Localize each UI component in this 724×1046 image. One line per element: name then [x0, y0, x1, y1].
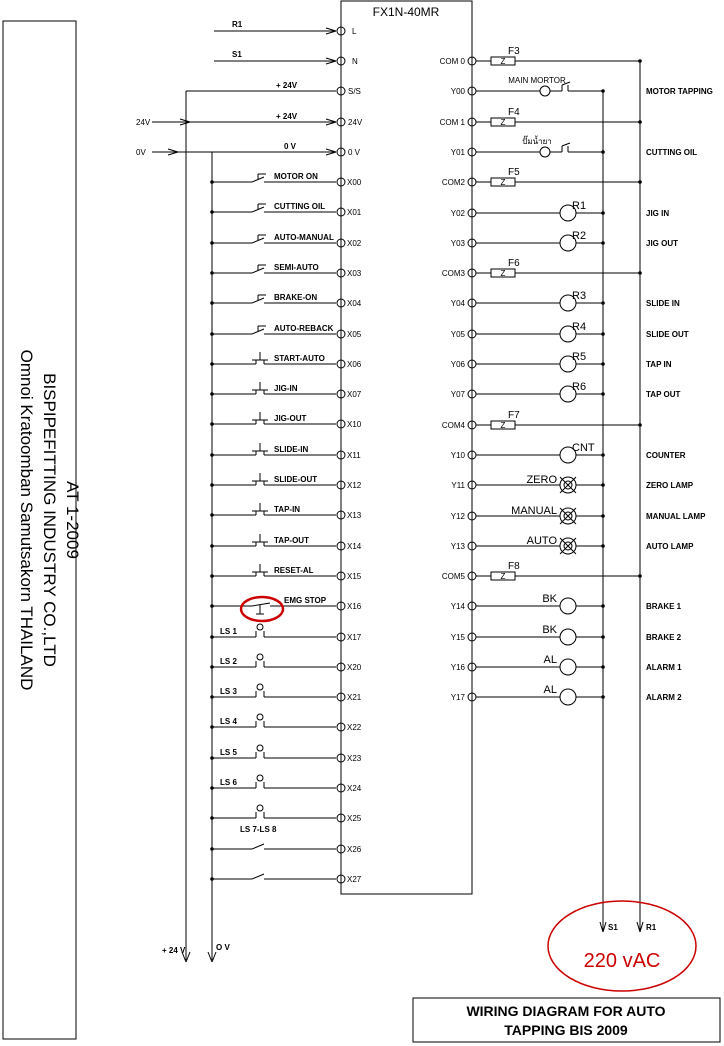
input-row — [210, 745, 362, 763]
title-line2: TAPPING BIS 2009 — [504, 1022, 628, 1038]
title-block — [413, 998, 720, 1042]
limit-switch-icon — [245, 624, 264, 637]
output-row — [451, 76, 713, 96]
junction-dot — [601, 301, 605, 305]
output-pin: COM3 — [441, 269, 465, 278]
side-label-line3: Omnoi Kratoomban Samutsakorn THAILAND — [17, 349, 36, 691]
junction-dot — [210, 301, 214, 305]
fuse-icon — [491, 118, 515, 127]
device-label: AL — [543, 654, 557, 666]
bottom-labels — [162, 901, 696, 991]
fuse-mark: Z — [500, 57, 506, 66]
junction-dot — [210, 271, 214, 275]
power-source-24v: 24V — [136, 118, 151, 127]
fuse-icon — [491, 421, 515, 430]
junction-dot — [210, 392, 214, 396]
output-label: ZERO LAMP — [646, 481, 694, 490]
input-row — [210, 805, 362, 834]
bottom-s1: S1 — [608, 923, 618, 932]
junction-dot — [601, 544, 605, 548]
power-wire-24v-ss: + 24V — [276, 81, 298, 90]
input-row — [210, 874, 362, 884]
device-label: BK — [542, 593, 557, 605]
limit-switch-icon — [245, 745, 264, 758]
input-pin: X21 — [347, 693, 362, 702]
output-pin: Y02 — [450, 209, 465, 218]
output-row — [451, 230, 678, 251]
output-pin: COM4 — [441, 421, 465, 430]
pin-N: N — [352, 57, 358, 66]
input-row — [210, 233, 362, 248]
junction-dot — [210, 725, 214, 729]
input-label: START-AUTO — [274, 354, 325, 363]
limit-switch-icon — [245, 654, 264, 667]
junction-dot — [210, 453, 214, 457]
pushbutton-icon — [245, 564, 268, 576]
junction-dot — [210, 756, 214, 760]
junction-dot — [210, 483, 214, 487]
output-pin: Y04 — [450, 299, 465, 308]
coil-icon — [560, 659, 576, 675]
fuse-mark: Z — [500, 572, 506, 581]
device-label: R6 — [572, 381, 587, 393]
contact-icon — [245, 874, 270, 879]
coil-icon — [560, 689, 576, 705]
output-pin: Y03 — [450, 239, 465, 248]
output-label: COUNTER — [646, 451, 686, 460]
output-row — [451, 135, 697, 157]
pushbutton-icon — [245, 443, 268, 455]
fuse-label: F7 — [508, 410, 520, 421]
bottom-r1: R1 — [646, 923, 657, 932]
pushbutton-icon — [245, 382, 268, 394]
junction-dot — [601, 665, 605, 669]
device-label: AUTO — [526, 535, 557, 547]
junction-dot — [601, 514, 605, 518]
input-row — [210, 382, 362, 399]
side-label-line1: AT 1-2009 — [63, 481, 82, 559]
input-row — [210, 324, 362, 339]
output-label: ALARM 1 — [646, 663, 682, 672]
output-pin: Y10 — [450, 451, 465, 460]
pin-SS: S/S — [348, 87, 361, 96]
junction-dot — [210, 816, 214, 820]
output-pin: COM 1 — [439, 118, 465, 127]
pushbutton-icon — [245, 412, 268, 424]
input-row — [210, 564, 362, 581]
emergency-stop-icon — [245, 603, 270, 614]
junction-dot — [601, 695, 605, 699]
input-pin: X20 — [347, 663, 362, 672]
coil-icon — [560, 598, 576, 614]
input-pin: X01 — [347, 208, 362, 217]
input-pin: X12 — [347, 481, 362, 490]
power-wire-24v: + 24V — [276, 112, 298, 121]
input-pin: X27 — [347, 875, 362, 884]
pin-0V: 0 V — [348, 148, 361, 157]
coil-icon — [560, 629, 576, 645]
input-row — [210, 263, 362, 278]
input-label: MOTOR ON — [274, 172, 318, 181]
inputs-group — [210, 172, 362, 884]
input-label: SEMI-AUTO — [274, 263, 319, 272]
input-label: SLIDE-IN — [274, 445, 309, 454]
switch-icon — [245, 295, 270, 303]
fuse-mark: Z — [500, 421, 506, 430]
input-pin: X07 — [347, 390, 362, 399]
limit-switch-icon — [245, 684, 264, 697]
input-row — [210, 775, 362, 793]
output-row — [451, 290, 680, 311]
output-row — [451, 474, 693, 493]
fuse-label: F5 — [508, 167, 520, 178]
supply-voltage: 220 vAC — [583, 950, 661, 972]
input-row — [210, 443, 361, 460]
input-pin: X22 — [347, 723, 362, 732]
device-label: AL — [543, 684, 557, 696]
output-row — [451, 535, 694, 554]
junction-dot — [601, 453, 605, 457]
supply-ellipse — [548, 901, 696, 991]
output-label: TAP IN — [646, 360, 672, 369]
title-line1: WIRING DIAGRAM FOR AUTO — [466, 1003, 666, 1019]
output-row — [440, 107, 642, 127]
bottom-zero: O V — [216, 943, 230, 952]
output-pin: Y13 — [450, 542, 465, 551]
device-label: ZERO — [526, 474, 557, 486]
junction-dot — [210, 877, 214, 881]
junction-dot — [601, 150, 605, 154]
device-label: CNT — [572, 442, 595, 454]
output-row — [451, 200, 670, 221]
fuse-label: F4 — [508, 107, 520, 118]
output-pin: Y00 — [450, 87, 465, 96]
junction-dot — [210, 574, 214, 578]
output-pin: Y07 — [450, 390, 465, 399]
output-label: ALARM 2 — [646, 693, 682, 702]
input-pin: X04 — [347, 299, 362, 308]
junction-dot — [210, 786, 214, 790]
output-pin: Y12 — [450, 512, 465, 521]
input-label: LS 2 — [220, 657, 237, 666]
input-row — [210, 844, 362, 854]
input-pin: X17 — [347, 633, 362, 642]
junction-dot — [601, 635, 605, 639]
input-row — [210, 534, 362, 551]
junction-dot — [210, 665, 214, 669]
fuse-icon — [491, 269, 515, 278]
input-row — [210, 352, 362, 369]
limit-switch-icon — [245, 714, 264, 727]
output-label: JIG IN — [646, 209, 670, 218]
fuse-icon — [491, 178, 515, 187]
junction-dot — [601, 604, 605, 608]
input-label: CUTTING OIL — [274, 202, 326, 211]
output-pin: Y05 — [450, 330, 465, 339]
junction-dot — [601, 332, 605, 336]
output-pin: COM2 — [441, 178, 465, 187]
input-label: TAP-OUT — [274, 536, 309, 545]
pushbutton-icon — [245, 352, 268, 364]
pushbutton-icon — [245, 534, 268, 546]
switch-icon — [245, 235, 270, 243]
power-labels — [136, 20, 363, 157]
junction-dot — [210, 513, 214, 517]
pushbutton-icon — [245, 503, 268, 515]
input-label: RESET-AL — [274, 566, 314, 575]
output-label: BRAKE 2 — [646, 633, 682, 642]
junction-dot — [210, 544, 214, 548]
pin-24V: 24V — [348, 118, 363, 127]
output-label: AUTO LAMP — [646, 542, 694, 551]
input-pin: X26 — [347, 845, 362, 854]
input-label: JIG-IN — [274, 384, 298, 393]
output-pin: COM 0 — [439, 57, 465, 66]
input-label: BRAKE-ON — [274, 293, 318, 302]
fuse-label: F6 — [508, 258, 520, 269]
input-label: AUTO-REBACK — [274, 324, 334, 333]
junction-dot — [210, 604, 214, 608]
input-row — [210, 596, 362, 614]
limit-switch-icon — [245, 775, 264, 788]
emg-highlight — [241, 597, 283, 621]
switch-icon — [245, 265, 270, 273]
power-source-0v: 0V — [136, 148, 146, 157]
device-label: R3 — [572, 290, 587, 302]
input-row — [210, 293, 362, 308]
input-label: LS 6 — [220, 778, 237, 787]
contact-icon — [245, 844, 270, 849]
input-pin: X00 — [347, 178, 362, 187]
junction-dot — [210, 422, 214, 426]
output-pin: Y17 — [450, 693, 465, 702]
junction-dot — [601, 211, 605, 215]
switch-icon — [245, 204, 270, 212]
input-pin: X06 — [347, 360, 362, 369]
power-wire-r1: R1 — [232, 20, 243, 29]
fuse-label: F8 — [508, 561, 520, 572]
fuse-mark: Z — [500, 118, 506, 127]
junction-dot — [601, 89, 605, 93]
side-label-box — [3, 21, 82, 1039]
input-pin: X25 — [347, 814, 362, 823]
side-label-line2: BISPIPEFITTING INDUSTRY CO.,LTD — [40, 373, 59, 667]
output-row — [451, 654, 682, 675]
output-pin: Y11 — [451, 481, 465, 490]
output-label: CUTTING OIL — [646, 148, 698, 157]
output-row — [451, 505, 706, 524]
output-pin: Y15 — [450, 633, 465, 642]
lamp-icon — [560, 508, 576, 524]
junction-dot — [210, 847, 214, 851]
device-label: ปั๊มน้ำยา — [522, 137, 552, 146]
input-pin: X23 — [347, 754, 362, 763]
input-pin: X02 — [347, 239, 362, 248]
input-row — [210, 654, 362, 672]
input-label: LS 1 — [220, 627, 237, 636]
input-row — [210, 172, 362, 187]
output-pin: Y16 — [450, 663, 465, 672]
power-wire-s1: S1 — [232, 50, 242, 59]
junction-dot — [638, 59, 642, 63]
input-pin: X15 — [347, 572, 362, 581]
output-label: MANUAL LAMP — [646, 512, 706, 521]
input-label: TAP-IN — [274, 505, 301, 514]
output-row — [451, 321, 689, 342]
input-pin: X03 — [347, 269, 362, 278]
junction-dot — [210, 332, 214, 336]
junction-dot — [601, 483, 605, 487]
plc-model: FX1N-40MR — [372, 5, 440, 19]
output-pin: COM5 — [441, 572, 465, 581]
junction-dot — [210, 635, 214, 639]
junction-dot — [210, 695, 214, 699]
junction-dot — [601, 392, 605, 396]
output-row — [451, 684, 682, 705]
power-wire-0v: 0 V — [284, 142, 297, 151]
input-row — [210, 503, 362, 520]
input-pin: X13 — [347, 511, 362, 520]
output-row — [451, 593, 682, 614]
output-row — [451, 624, 682, 645]
lamp-icon — [560, 538, 576, 554]
device-label: R4 — [572, 321, 587, 333]
device-label: R1 — [572, 200, 587, 212]
input-label: LS 7-LS 8 — [240, 825, 277, 834]
junction-dot — [638, 120, 642, 124]
pin-L: L — [352, 27, 357, 36]
output-row — [451, 351, 672, 372]
junction-dot — [210, 362, 214, 366]
device-label: R2 — [572, 230, 587, 242]
junction-dot — [601, 362, 605, 366]
input-pin: X10 — [347, 420, 362, 429]
junction-dot — [638, 271, 642, 275]
output-pin: Y01 — [450, 148, 465, 157]
fuse-icon — [491, 572, 515, 581]
switch-icon — [245, 174, 270, 182]
junction-dot — [210, 180, 214, 184]
static-wiring — [152, 28, 643, 962]
input-pin: X24 — [347, 784, 362, 793]
pushbutton-icon — [245, 473, 268, 485]
device-label: MAIN MORTOR — [508, 76, 566, 85]
junction-dot — [210, 210, 214, 214]
input-label: LS 4 — [220, 717, 237, 726]
input-pin: X16 — [347, 602, 362, 611]
input-row — [210, 624, 362, 642]
input-label: EMG STOP — [284, 596, 327, 605]
output-label: JIG OUT — [646, 239, 679, 248]
junction-dot — [638, 574, 642, 578]
input-pin: X05 — [347, 330, 362, 339]
junction-dot — [638, 180, 642, 184]
output-label: MOTOR TAPPING — [646, 87, 713, 96]
output-label: SLIDE OUT — [646, 330, 689, 339]
junction-dot — [601, 241, 605, 245]
input-row — [210, 202, 362, 217]
output-label: TAP OUT — [646, 390, 681, 399]
device-label: R5 — [572, 351, 587, 363]
fuse-mark: Z — [500, 178, 506, 187]
device-label: BK — [542, 624, 557, 636]
bottom-plus24: + 24 V — [162, 946, 186, 955]
input-label: SLIDE-OUT — [274, 475, 318, 484]
output-label: BRAKE 1 — [646, 602, 682, 611]
fuse-icon — [491, 57, 515, 66]
output-row — [451, 442, 686, 463]
switch-icon — [245, 326, 270, 334]
output-pin: Y14 — [450, 602, 465, 611]
limit-switch-icon — [245, 805, 264, 818]
output-row — [440, 46, 642, 66]
junction-dot — [638, 423, 642, 427]
input-row — [210, 412, 362, 429]
lamp-icon — [560, 477, 576, 493]
input-label: AUTO-MANUAL — [274, 233, 334, 242]
output-pin: Y06 — [450, 360, 465, 369]
input-row — [210, 684, 362, 702]
output-row — [451, 381, 681, 402]
input-pin: X14 — [347, 542, 362, 551]
input-label: JIG-OUT — [274, 414, 307, 423]
input-row — [210, 473, 362, 490]
input-pin: X11 — [347, 451, 361, 460]
input-row — [210, 714, 362, 732]
fuse-label: F3 — [508, 46, 520, 57]
fuse-mark: Z — [500, 269, 506, 278]
output-label: SLIDE IN — [646, 299, 680, 308]
input-label: LS 3 — [220, 687, 237, 696]
outputs-group — [440, 46, 713, 705]
input-label: LS 5 — [220, 748, 237, 757]
device-label: MANUAL — [511, 505, 557, 517]
junction-dot — [210, 241, 214, 245]
